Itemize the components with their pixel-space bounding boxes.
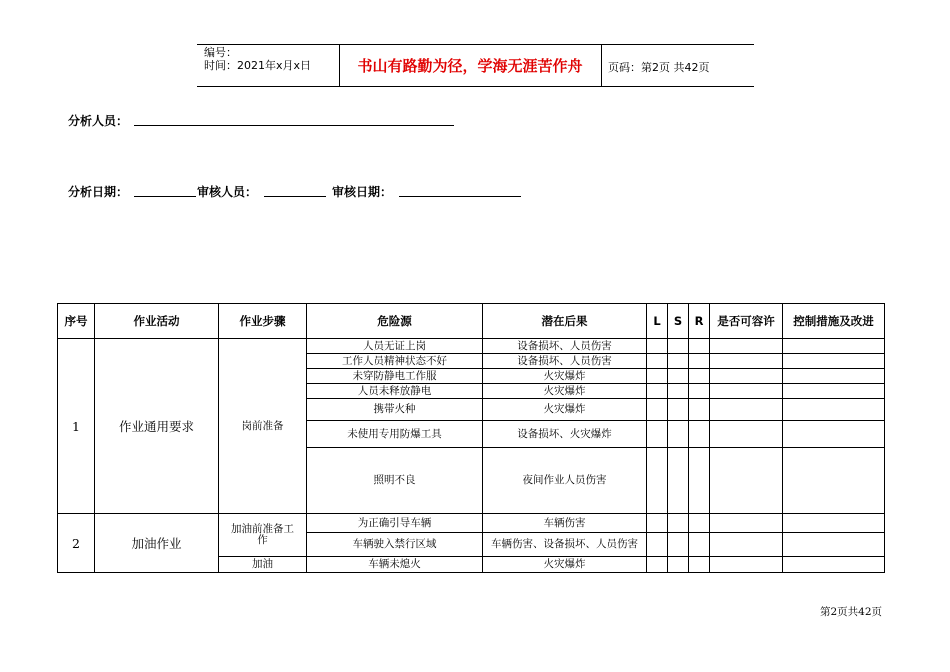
cell-control[interactable] [783,339,885,354]
cell-r[interactable] [689,421,710,448]
cell-r[interactable] [689,514,710,533]
cell-acceptable[interactable] [710,369,783,384]
row-consequence: 车辆伤害 [483,514,647,533]
cell-l[interactable] [647,384,668,399]
header-meta [204,46,339,72]
cell-r[interactable] [689,448,710,514]
header-activity: 作业活动 [95,304,219,339]
header-motto: 书山有路勤为径，学海无涯苦作舟 [357,57,583,75]
table-row [58,514,885,533]
cell-r[interactable] [689,339,710,354]
row-consequence: 火灾爆炸 [483,557,647,573]
cell-control[interactable] [783,369,885,384]
row-hazard: 车辆未熄火 [307,557,483,573]
analyst-label: 分析人员： [68,114,129,128]
cell-s[interactable] [668,533,689,557]
row-hazard: 车辆驶入禁行区域 [307,533,483,557]
time-label: 时间：2021年x月x日 [204,59,312,72]
cell-control[interactable] [783,533,885,557]
cell-l[interactable] [647,448,668,514]
row-consequence: 夜间作业人员伤害 [483,448,647,514]
cell-control[interactable] [783,399,885,421]
row-consequence: 火灾爆炸 [483,384,647,399]
row-consequence: 火灾爆炸 [483,399,647,421]
cell-s[interactable] [668,421,689,448]
footer-page: 第2页共42页 [819,606,882,618]
row-activity: 作业通用要求 [95,339,219,514]
cell-r[interactable] [689,399,710,421]
header-acceptable: 是否可容许 [710,304,783,339]
cell-l[interactable] [647,514,668,533]
reviewer-label: 审核人员： [197,185,258,199]
analysis-date-label: 分析日期： [68,185,129,199]
cell-control[interactable] [783,557,885,573]
cell-s[interactable] [668,448,689,514]
row-consequence: 车辆伤害、设备损坏、人员伤害 [483,533,647,557]
row-hazard: 携带火种 [307,399,483,421]
row-hazard: 为正确引导车辆 [307,514,483,533]
row-activity: 加油作业 [95,514,219,573]
header-hazard: 危险源 [307,304,483,339]
cell-acceptable[interactable] [710,354,783,369]
cell-s[interactable] [668,354,689,369]
cell-r[interactable] [689,384,710,399]
cell-s[interactable] [668,557,689,573]
cell-s[interactable] [668,384,689,399]
cell-acceptable[interactable] [710,421,783,448]
header-consequence: 潜在后果 [483,304,647,339]
row-step: 加油 [219,557,307,573]
table-header-row [58,304,885,339]
row-hazard: 未使用专用防爆工具 [307,421,483,448]
cell-control[interactable] [783,354,885,369]
row-consequence: 火灾爆炸 [483,369,647,384]
cell-control[interactable] [783,514,885,533]
header-s: S [668,304,689,339]
cell-control[interactable] [783,448,885,514]
cell-control[interactable] [783,421,885,448]
row-hazard: 人员未释放静电 [307,384,483,399]
cell-l[interactable] [647,421,668,448]
cell-acceptable[interactable] [710,557,783,573]
header-step: 作业步骤 [219,304,307,339]
header-no: 序号 [58,304,95,339]
cell-acceptable[interactable] [710,339,783,354]
row-consequence: 设备损坏、人员伤害 [483,354,647,369]
cell-s[interactable] [668,399,689,421]
cell-r[interactable] [689,354,710,369]
cell-l[interactable] [647,399,668,421]
cell-acceptable[interactable] [710,514,783,533]
cell-l[interactable] [647,369,668,384]
cell-r[interactable] [689,557,710,573]
analysis-date-underline[interactable] [134,196,196,197]
hazard-table [57,303,885,573]
row-no: 2 [58,514,95,573]
header-bottom-rule [197,86,754,87]
header-divider-right [601,44,602,87]
cell-r[interactable] [689,369,710,384]
cell-control[interactable] [783,384,885,399]
cell-l[interactable] [647,339,668,354]
number-label: 编号： [204,46,237,59]
analyst-underline[interactable] [134,125,454,126]
cell-r[interactable] [689,533,710,557]
row-hazard: 未穿防静电工作服 [307,369,483,384]
cell-acceptable[interactable] [710,448,783,514]
row-hazard: 工作人员精神状态不好 [307,354,483,369]
cell-acceptable[interactable] [710,399,783,421]
cell-l[interactable] [647,354,668,369]
row-step: 岗前准备 [219,339,307,514]
review-date-underline[interactable] [399,196,521,197]
row-hazard: 人员无证上岗 [307,339,483,354]
cell-acceptable[interactable] [710,384,783,399]
row-step: 加油前准备工作 [219,514,307,557]
cell-s[interactable] [668,514,689,533]
header-r: R [689,304,710,339]
header-control: 控制措施及改进 [783,304,885,339]
row-no: 1 [58,339,95,514]
cell-s[interactable] [668,369,689,384]
row-hazard: 照明不良 [307,448,483,514]
review-date-label: 审核日期： [332,185,393,199]
header-l: L [647,304,668,339]
cell-acceptable[interactable] [710,533,783,557]
cell-l[interactable] [647,533,668,557]
reviewer-underline[interactable] [264,196,326,197]
cell-l[interactable] [647,557,668,573]
row-consequence: 设备损坏、人员伤害 [483,339,647,354]
row-consequence: 设备损坏、火灾爆炸 [483,421,647,448]
cell-s[interactable] [668,339,689,354]
table-row [58,339,885,354]
header-page-code: 页码：第2页 共42页 [608,61,710,74]
